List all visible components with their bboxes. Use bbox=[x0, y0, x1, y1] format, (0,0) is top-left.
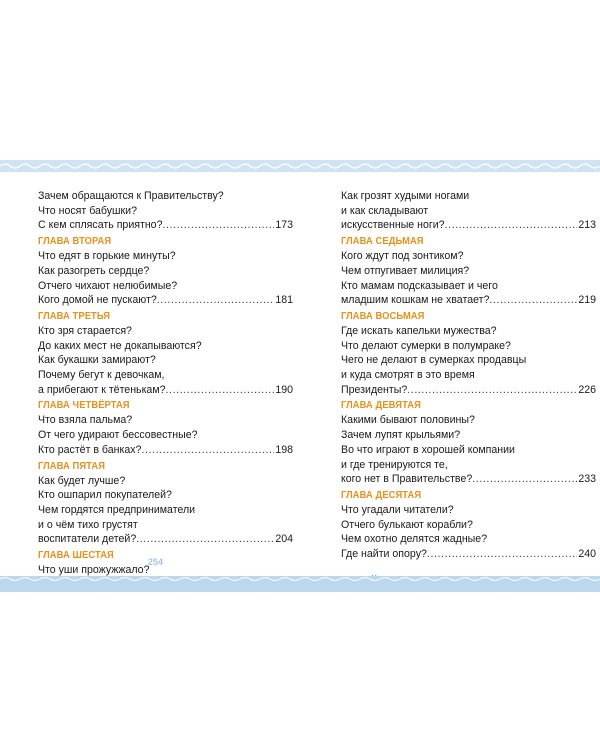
toc-line: Как будет лучше? bbox=[38, 474, 126, 487]
chapter-heading: ГЛАВА ДЕВЯТАЯ bbox=[341, 400, 421, 412]
dot-leader bbox=[141, 443, 274, 458]
toc-line: Как грозят худыми ногами bbox=[341, 190, 470, 202]
toc-entry bbox=[341, 383, 596, 398]
dot-leader bbox=[136, 532, 274, 547]
toc-line: Что взяла пальма? bbox=[38, 414, 133, 427]
toc-line: Какими бывают половины? bbox=[341, 414, 475, 427]
toc-line: и где тренируются те, bbox=[341, 458, 448, 471]
toc-entry bbox=[38, 293, 293, 308]
toc-line: До каких мест не докапываются? bbox=[38, 339, 202, 352]
dot-leader bbox=[427, 547, 577, 562]
toc-line: Что делают сумерки в полумраке? bbox=[341, 339, 511, 352]
toc-line: Что едят в горькие минуты? bbox=[38, 250, 176, 263]
chapter-heading: ГЛАВА ВОСЬМАЯ bbox=[341, 310, 425, 322]
toc-line: Чем гордятся предприниматели bbox=[38, 503, 196, 516]
toc-line: От чего удирают бессовестные? bbox=[38, 429, 198, 442]
dot-leader bbox=[407, 383, 577, 398]
wave-border-icon bbox=[0, 160, 600, 172]
toc-entry-text: воспитатели детей? bbox=[38, 533, 137, 546]
dot-leader bbox=[445, 218, 578, 233]
toc-entry-text: младшим кошкам не хватает? bbox=[341, 294, 490, 307]
dot-leader bbox=[489, 293, 577, 308]
toc-line: Чего не делают в сумерках продавцы bbox=[341, 354, 527, 367]
toc-page-number: 226 bbox=[578, 383, 596, 396]
toc-entry-text: Кто растёт в банках? bbox=[38, 443, 142, 456]
toc-line: Во что играют в хорошей компании bbox=[341, 443, 515, 456]
toc-entry bbox=[38, 383, 293, 398]
dot-leader bbox=[166, 383, 275, 398]
top-decorative-band bbox=[0, 160, 600, 172]
toc-entry-text: а прибегают к тётенькам? bbox=[38, 383, 166, 396]
chapter-heading: ГЛАВА ПЯТАЯ bbox=[38, 460, 106, 472]
toc-page-number: 233 bbox=[578, 473, 596, 486]
toc-page-number: 173 bbox=[275, 219, 293, 232]
toc-line: и куда смотрят в это время bbox=[341, 369, 475, 382]
toc-line: Чем охотно делятся жадные? bbox=[341, 533, 488, 546]
toc-line: Как разогреть сердце? bbox=[38, 264, 150, 277]
toc-line: Зачем лупят крыльями? bbox=[341, 429, 461, 442]
toc-entry bbox=[341, 472, 596, 487]
chapter-heading: ГЛАВА СЕДЬМАЯ bbox=[341, 236, 424, 248]
toc-line: Что уши прожужжало? bbox=[38, 564, 150, 577]
toc-entry bbox=[341, 293, 596, 308]
toc-entry bbox=[38, 532, 293, 547]
chapter-heading: ГЛАВА ШЕСТАЯ bbox=[38, 550, 114, 562]
toc-line: Где искать капельки мужества? bbox=[341, 324, 497, 337]
dot-leader bbox=[157, 293, 275, 308]
toc-entry-text: кого нет в Правительстве? bbox=[341, 473, 473, 486]
page-number: 254 bbox=[148, 557, 164, 567]
toc-line: Кто ошпарил покупателей? bbox=[38, 489, 172, 502]
toc-page-number: 198 bbox=[275, 443, 293, 456]
chapter-heading: ГЛАВА ВТОРАЯ bbox=[38, 236, 112, 248]
toc-entry bbox=[341, 218, 596, 233]
toc-entry bbox=[38, 443, 293, 458]
toc-right-column bbox=[341, 189, 596, 591]
toc-entry-text: Президенты? bbox=[341, 383, 408, 396]
chapter-heading: ГЛАВА ДЕСЯТАЯ bbox=[341, 489, 422, 501]
dot-leader bbox=[162, 218, 274, 233]
toc-entry-text: Кого домой не пускают? bbox=[38, 294, 157, 307]
toc-line: и о чём тихо грустят bbox=[38, 518, 138, 531]
toc-line: Кто мамам подсказывает и чего bbox=[341, 279, 498, 292]
chapter-heading: ГЛАВА ТРЕТЬЯ bbox=[38, 310, 111, 322]
toc-page-number: 204 bbox=[275, 533, 293, 546]
toc-line: Как букашки замирают? bbox=[38, 354, 156, 367]
wave-border-icon bbox=[0, 576, 600, 588]
toc-line: Что угадали читатели? bbox=[341, 503, 454, 516]
toc-line: Кого ждут под зонтиком? bbox=[341, 250, 464, 263]
bottom-decorative-band bbox=[0, 576, 600, 592]
toc-entry bbox=[341, 547, 596, 562]
toc-page-number: 240 bbox=[578, 548, 596, 561]
chapter-heading: ГЛАВА ЧЕТВЁРТАЯ bbox=[38, 400, 130, 412]
toc-line: Отчего булькают корабли? bbox=[341, 518, 473, 531]
toc-line: Почему бегут к девочкам, bbox=[38, 369, 165, 382]
dot-leader bbox=[472, 472, 577, 487]
toc-entry-text: Где найти опору? bbox=[341, 548, 427, 561]
toc-line: Отчего чихают нелюбимые? bbox=[38, 279, 178, 292]
toc-page-number: 190 bbox=[275, 383, 293, 396]
toc-entry bbox=[38, 218, 293, 233]
toc-line: Что носят бабушки? bbox=[38, 204, 137, 217]
toc-entry-text: С кем сплясать приятно? bbox=[38, 219, 163, 232]
toc-left-column bbox=[38, 189, 293, 592]
toc-line: Зачем обращаются к Правительству? bbox=[38, 190, 224, 202]
toc-entry-text: искусственные ноги? bbox=[341, 219, 445, 232]
toc-page-number: 213 bbox=[578, 219, 596, 232]
toc-page-number: 219 bbox=[578, 294, 596, 307]
toc-line: Чем отпугивает милиция? bbox=[341, 264, 470, 277]
toc-line: Кто зря старается? bbox=[38, 324, 132, 337]
toc-line: и как складывают bbox=[341, 204, 429, 217]
toc-page-number: 181 bbox=[275, 294, 293, 307]
